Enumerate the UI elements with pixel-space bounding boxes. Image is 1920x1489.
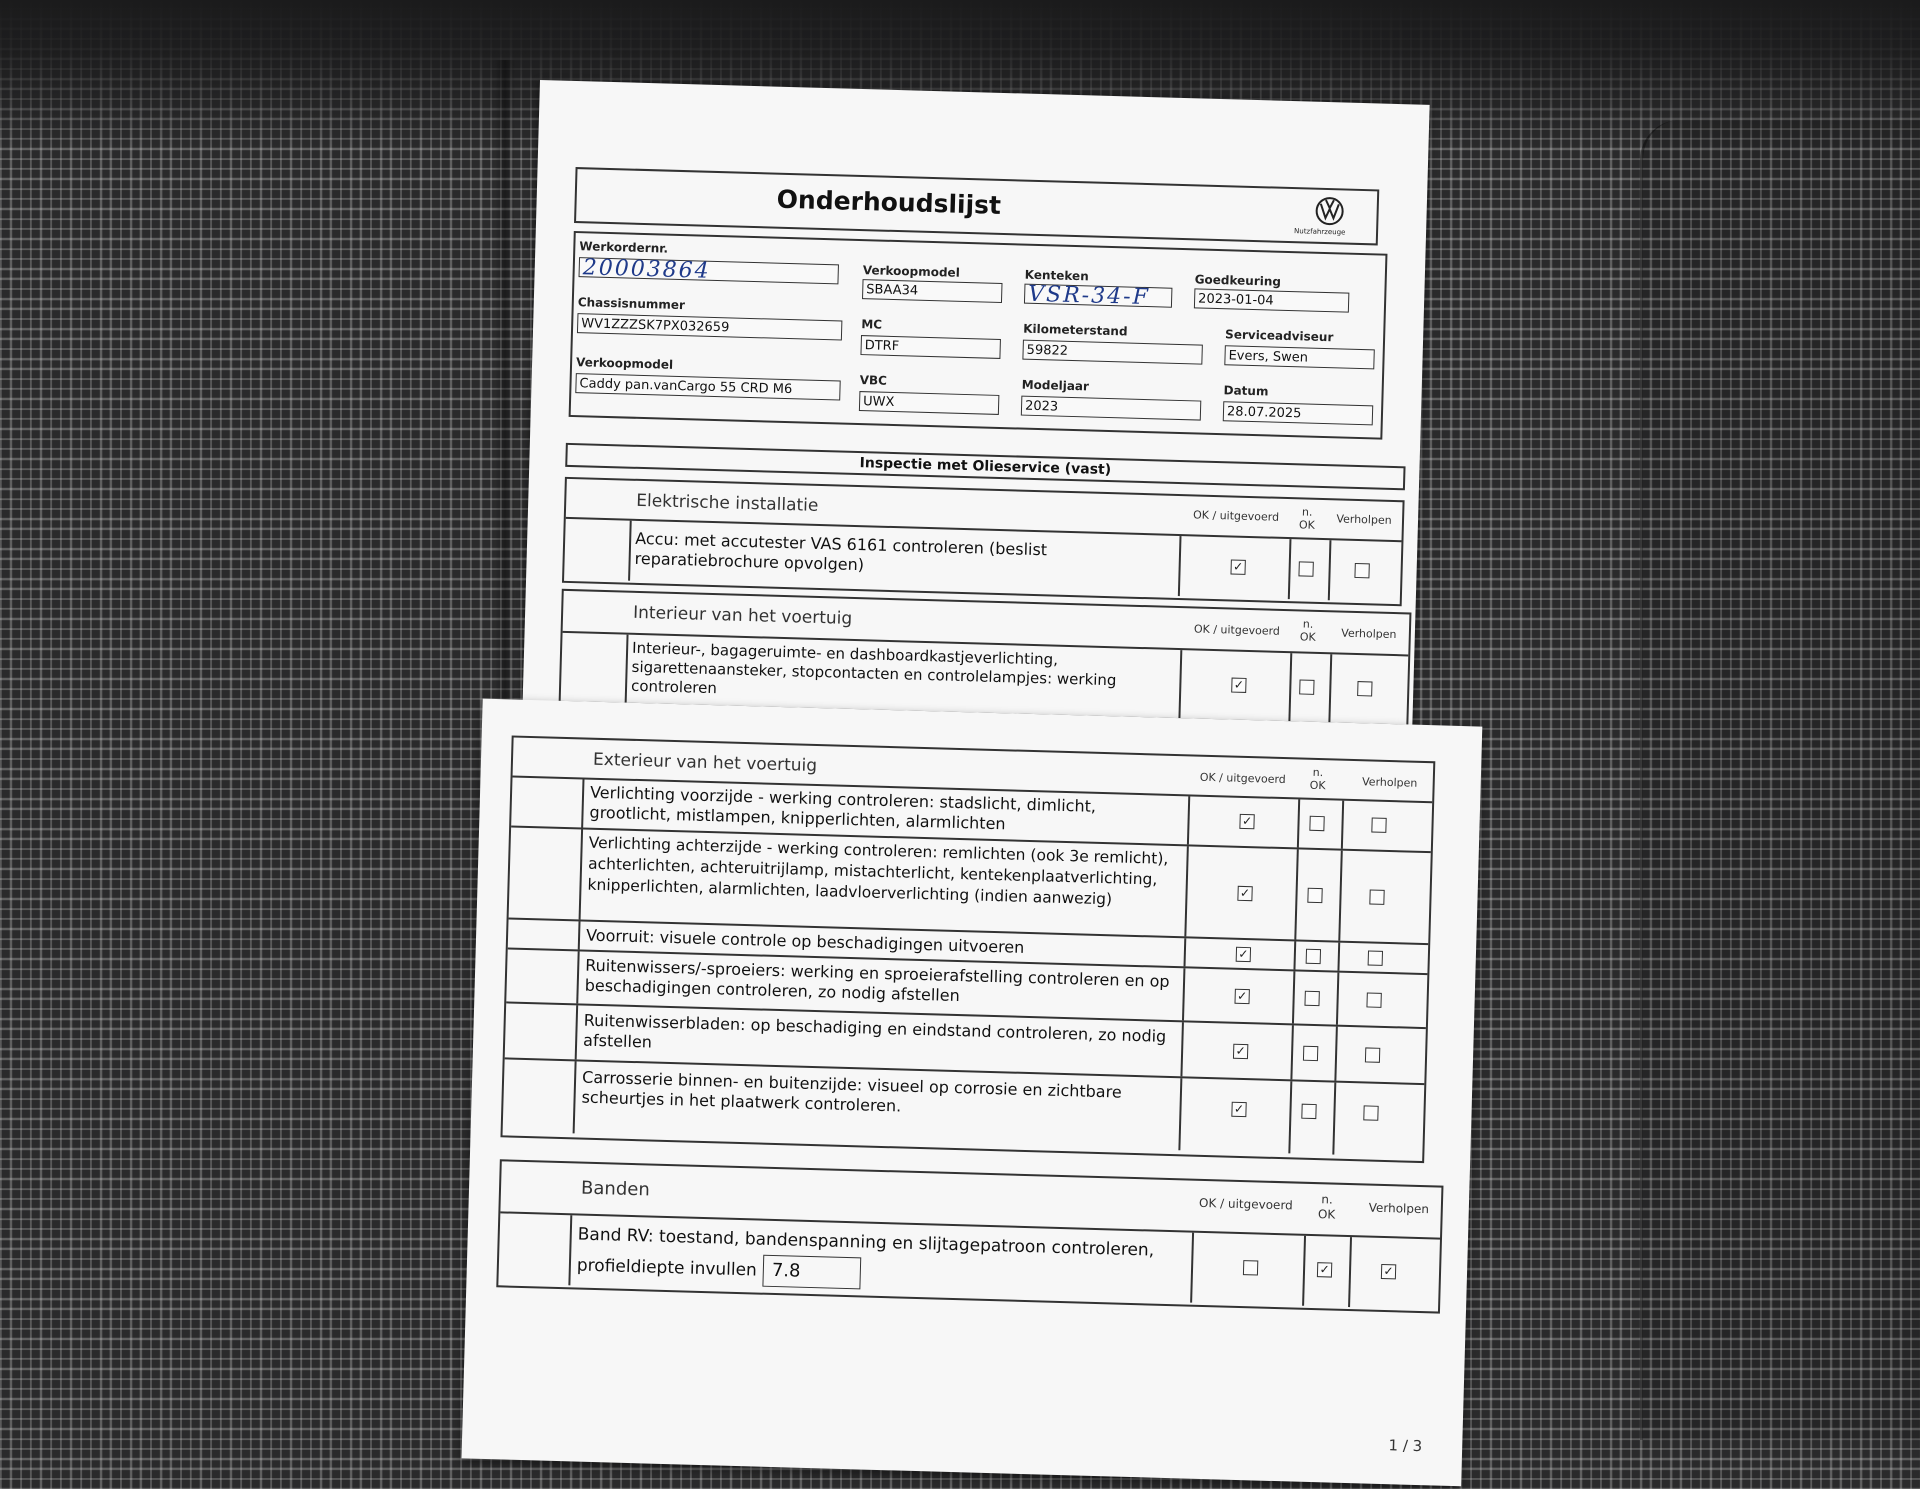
- row-divider: [628, 521, 632, 581]
- section-title: Exterieur van het voertuig: [592, 749, 818, 776]
- sheet-lower: [461, 699, 1482, 1487]
- verkoopmodel2-field: Caddy pan.vanCargo 55 CRD M6: [575, 373, 840, 400]
- col-divider: [1328, 540, 1332, 600]
- col-divider: [1328, 654, 1332, 722]
- col-divider: [1297, 799, 1300, 847]
- col-ok-header: OK / uitgevoerd: [1199, 770, 1286, 787]
- col-n-line1: n.: [1301, 505, 1313, 519]
- checkbox-ok[interactable]: [1231, 678, 1246, 693]
- section-title: Banden: [580, 1177, 651, 1201]
- col-divider: [1334, 1027, 1338, 1081]
- col-n-line1: n.: [1302, 617, 1314, 631]
- kenteken-label: Kenteken: [1024, 267, 1089, 284]
- checkbox-verholpen[interactable]: [1354, 563, 1369, 578]
- kilometerstand-label: Kilometerstand: [1023, 321, 1128, 339]
- col-n-header: [1293, 617, 1324, 644]
- row-text: Interieur-, bagageruimte- en dashboardkastjeverlichting, sigarettenaansteker, stopcontacten en controlelampjes: werking controleren: [630, 638, 1117, 698]
- col-divider: [1180, 1022, 1184, 1076]
- col-divider: [1184, 846, 1189, 936]
- row-divider: [573, 1061, 577, 1133]
- checkbox-nok[interactable]: [1299, 679, 1314, 694]
- vehicle-info-box: [569, 231, 1388, 440]
- checkbox-ok[interactable]: [1237, 886, 1252, 901]
- werkordernr-label: Werkordernr.: [579, 239, 669, 256]
- row-divider: [625, 635, 629, 703]
- checkbox-ok[interactable]: [1233, 1044, 1248, 1059]
- checkbox-verholpen[interactable]: [1371, 818, 1386, 833]
- col-divider: [1337, 943, 1340, 971]
- row-divider: [575, 1005, 579, 1059]
- checkbox-verholpen[interactable]: [1365, 1047, 1380, 1062]
- checkbox-ok[interactable]: [1236, 947, 1251, 962]
- kenteken-field: VSR-34-F: [1024, 284, 1173, 308]
- col-ok-header: OK / uitgevoerd: [1198, 1195, 1293, 1213]
- vbc-field: UWX: [859, 391, 1000, 415]
- col-divider: [1190, 1233, 1194, 1303]
- checkbox-ok[interactable]: [1234, 989, 1249, 1004]
- col-divider: [1348, 1237, 1352, 1307]
- modeljaar-label: Modeljaar: [1021, 377, 1090, 394]
- col-n-line1: n.: [1321, 1192, 1333, 1207]
- col-divider: [1332, 1083, 1336, 1155]
- row-text: Ruitenwisserbladen: op beschadiging en eindstand controleren, zo nodig afstellen: [582, 1010, 1167, 1052]
- section-title: Elektrische installatie: [636, 490, 819, 516]
- profieldiepte-field[interactable]: 7.8: [762, 1255, 861, 1290]
- col-divider: [1290, 1025, 1294, 1079]
- datum-label: Datum: [1223, 383, 1269, 399]
- kilometerstand-field: 59822: [1022, 340, 1202, 365]
- col-divider: [1302, 1236, 1306, 1306]
- col-divider: [1288, 653, 1292, 721]
- verkoopmodel-field: SBAA34: [862, 279, 1003, 303]
- row-divider: [576, 951, 579, 1003]
- row-text: Ruitenwissers/-sproeiers: werking en sproeierafstelling controleren en op beschadigingen controleren, zo nodig afstellen: [584, 955, 1170, 1006]
- checkbox-verholpen[interactable]: [1357, 681, 1372, 696]
- col-n-header: [1308, 1192, 1345, 1223]
- row-divider: [579, 829, 584, 919]
- col-verholpen-header: Verholpen: [1368, 1200, 1430, 1217]
- section-elektrische-installatie: [562, 477, 1405, 606]
- col-divider: [1178, 536, 1182, 596]
- row-divider: [578, 921, 581, 949]
- checkbox-verholpen[interactable]: [1363, 1105, 1378, 1120]
- row-text: Verlichting achterzijde - werking controleren: remlichten (ook 3e remlicht), achterlichten, achteruitrijlamp, mistachterlicht, kentekenplaatverlichting, knipperlichten, alarmlichten, laadvloerverlichting (indien aanwezig): [587, 833, 1169, 909]
- row-text: [576, 1220, 1187, 1299]
- col-divider: [1178, 1078, 1182, 1150]
- row-text-main: Band RV: toestand, bandenspanning en slijtagepatroon controleren, profieldiepte invullen: [576, 1224, 1155, 1281]
- col-n-header: [1302, 766, 1333, 793]
- checkbox-nok[interactable]: [1317, 1262, 1332, 1277]
- col-verholpen-header: Verholpen: [1341, 626, 1397, 642]
- checkbox-verholpen[interactable]: [1369, 889, 1384, 904]
- goedkeuring-field: 2023-01-04: [1194, 288, 1349, 312]
- verkoopmodel2-label: Verkoopmodel: [575, 355, 674, 372]
- modeljaar-field: 2023: [1021, 396, 1201, 421]
- col-n-line1: n.: [1312, 765, 1324, 780]
- col-n-line2: OK: [1317, 1207, 1336, 1222]
- checkbox-verholpen[interactable]: [1381, 1264, 1396, 1279]
- row-text: Verlichting voorzijde - werking controleren: stadslicht, dimlicht, grootlicht, mistlampen, knipperlichten, alarmlichten: [589, 782, 1097, 834]
- seat-cushion-right: [1640, 120, 1920, 1440]
- col-divider: [1184, 938, 1187, 966]
- serviceadviseur-label: Serviceadviseur: [1224, 327, 1334, 345]
- col-ok-header: OK / uitgevoerd: [1193, 622, 1281, 638]
- checkbox-nok[interactable]: [1301, 1104, 1316, 1119]
- row-divider: [568, 1215, 572, 1285]
- checkbox-verholpen[interactable]: [1368, 950, 1383, 965]
- document-title: Onderhoudslijst: [776, 184, 1002, 220]
- page-number: 1 / 3: [1388, 1436, 1423, 1456]
- checkbox-nok[interactable]: [1303, 1046, 1318, 1061]
- mc-field: DTRF: [860, 335, 1001, 359]
- section-exterieur: [500, 735, 1435, 1163]
- chassisnummer-label: Chassisnummer: [577, 295, 686, 313]
- col-divider: [1292, 971, 1295, 1023]
- datum-field: 28.07.2025: [1223, 401, 1374, 425]
- inspection-title: Inspectie met Olieservice (vast): [565, 443, 1405, 490]
- vbc-label: VBC: [859, 373, 888, 388]
- col-divider: [1293, 941, 1296, 969]
- checkbox-ok[interactable]: [1239, 814, 1254, 829]
- col-n-line2: OK: [1309, 778, 1326, 793]
- col-verholpen-header: Verholpen: [1336, 512, 1392, 527]
- checkbox-nok[interactable]: [1306, 949, 1321, 964]
- checkbox-ok[interactable]: [1230, 559, 1245, 574]
- row-divider: [581, 779, 584, 827]
- col-divider: [1341, 801, 1344, 849]
- col-divider: [1182, 968, 1185, 1020]
- vw-logo-icon: [1314, 196, 1345, 227]
- verkoopmodel-label: Verkoopmodel: [862, 263, 960, 280]
- checkbox-nok[interactable]: [1298, 561, 1313, 576]
- goedkeuring-label: Goedkeuring: [1194, 272, 1282, 289]
- col-divider: [1338, 851, 1343, 941]
- col-divider: [1187, 796, 1190, 844]
- checkbox-nok[interactable]: [1307, 888, 1322, 903]
- chassisnummer-field: WV1ZZZSK7PX032659: [577, 313, 842, 340]
- col-divider: [1288, 1081, 1292, 1153]
- serviceadviseur-field: Evers, Swen: [1224, 345, 1374, 369]
- col-n-line2: OK: [1299, 630, 1316, 644]
- row-text: Voorruit: visuele controle op beschadigingen uitvoeren: [585, 925, 1025, 957]
- checkbox-ok[interactable]: [1231, 1102, 1246, 1117]
- col-verholpen-header: Verholpen: [1361, 775, 1418, 790]
- checkbox-ok[interactable]: [1243, 1260, 1258, 1275]
- mc-label: MC: [861, 317, 883, 332]
- checkbox-nok[interactable]: [1304, 991, 1319, 1006]
- col-divider: [1336, 973, 1339, 1025]
- col-ok-header: OK / uitgevoerd: [1192, 508, 1280, 524]
- section-banden: [496, 1159, 1443, 1313]
- col-divider: [1288, 539, 1292, 599]
- brand-subtitle: Nutzfahrzeuge: [1293, 227, 1346, 237]
- col-n-line2: OK: [1298, 518, 1315, 532]
- row-text: Accu: met accutester VAS 6161 controleren (beslist reparatiebrochure opvolgen): [634, 528, 1048, 575]
- maintenance-document: [502, 80, 1600, 1479]
- row-text: Carrosserie binnen- en buitenzijde: visueel op corrosie en zichtbare scheurtjes in het plaatwerk controleren.: [581, 1067, 1122, 1116]
- werkordernr-field: 20003864: [579, 257, 839, 284]
- col-n-header: [1292, 505, 1323, 532]
- section-title: Interieur van het voertuig: [632, 602, 853, 629]
- col-divider: [1294, 849, 1299, 939]
- checkbox-verholpen[interactable]: [1366, 992, 1381, 1007]
- checkbox-nok[interactable]: [1309, 816, 1324, 831]
